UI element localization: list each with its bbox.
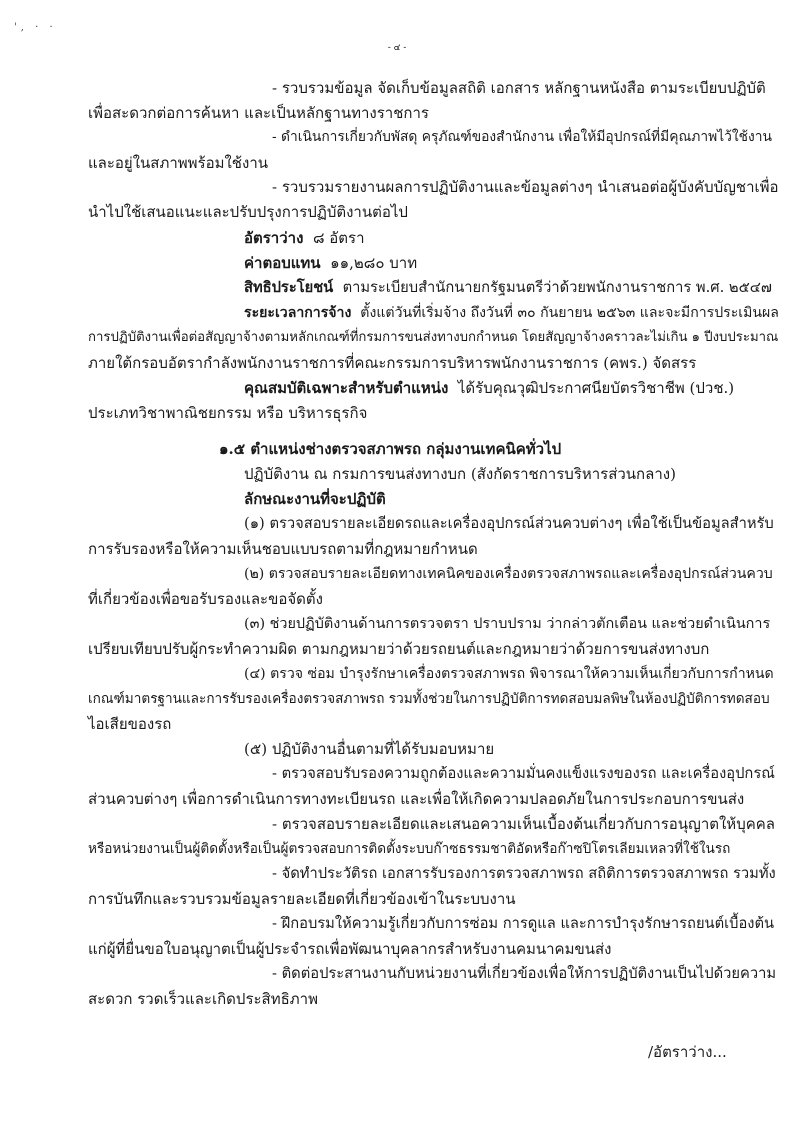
duty-2-line2: ที่เกี่ยวข้องเพื่อขอรับรองและขอจัดตั้ง: [88, 590, 323, 608]
duty-report-line1: - รวบรวมรายงานผลการปฏิบัติงานและข้อมูลต่างๆ นำเสนอต่อผู้บังคับบัญชาเพื่อ: [272, 178, 779, 196]
duty-5-line1: (๕) ปฏิบัติงานอื่นตามที่ได้รับมอบหมาย: [244, 740, 495, 758]
duty-4-line2: เกณฑ์มาตรฐานและการรับรองเครื่องตรวจสภาพรถ รวมทั้งช่วยในการปฏิบัติการทดสอบมลพิษในห้องปฏิบัติการทดสอบ: [88, 691, 770, 707]
vacancy-value: ๘ อัตรา: [312, 229, 365, 247]
duty-4-line3: ไอเสียของรถ: [88, 715, 172, 733]
duty-collect-data-line1: - รวบรวมข้อมูล จัดเก็บข้อมูลสถิติ เอกสาร หลักฐานหนังสือ ตามระเบียบปฏิบัติ: [272, 79, 766, 97]
salary-row: [244, 253, 417, 273]
subduty-4-line2: แก่ผู้ที่ยื่นขอใบอนุญาตเป็นผู้ประจำรถเพื่อพัฒนาบุคลากรสำหรับงานคมนาคมขนส่ง: [88, 940, 612, 958]
subduty-1-line1: - ตรวจสอบรับรองความถูกต้องและความมั่นคงแข็งแรงของรถ และเครื่องอุปกรณ์: [272, 765, 775, 782]
duties-heading: ลักษณะงานที่จะปฏิบัติ: [244, 490, 386, 508]
benefits-row: [244, 278, 772, 298]
subduty-4-line1: - ฝึกอบรมให้ความรู้เกี่ยวกับการซ่อม การดูแล และการบำรุงรักษารถยนต์เบื้องต้น: [272, 915, 775, 932]
qualification-row: [244, 378, 734, 398]
duty-1-line1: (๑) ตรวจสอบรายละเอียดรถและเครื่องอุปกรณ์ส่วนควบต่างๆ เพื่อใช้เป็นข้อมูลสำหรับ: [244, 515, 774, 532]
duty-collect-data-line2: เพื่อสะดวกต่อการค้นหา และเป็นหลักฐานทางราชการ: [88, 104, 429, 122]
vacancy-label: อัตราว่าง: [244, 229, 304, 247]
qualification-label: คุณสมบัติเฉพาะสำหรับตำแหน่ง: [244, 379, 449, 397]
subduty-5-line1: - ติดต่อประสานงานกับหน่วยงานที่เกี่ยวข้องเพื่อให้การปฏิบัติงานเป็นไปด้วยความ: [272, 965, 777, 982]
duty-supplies-line2: และอยู่ในสภาพพร้อมใช้งาน: [88, 154, 268, 172]
salary-label: ค่าตอบแทน: [244, 254, 321, 272]
duty-4-line1: (๔) ตรวจ ซ่อม บำรุงรักษาเครื่องตรวจสภาพรถ พิจารณาให้ความเห็นเกี่ยวกับการกำหนด: [244, 666, 774, 682]
benefits-label: สิทธิประโยชน์: [244, 279, 334, 296]
vacancy-row: [244, 228, 365, 248]
period-line2: การปฏิบัติงานเพื่อต่อสัญญาจ้างตามหลักเกณฑ์ที่กรมการขนส่งทางบกกำหนด โดยสัญญาจ้างคราวละไม่เกิน ๑ ปีงบประมาณ: [88, 330, 779, 345]
qualification-line2: ประเภทวิชาพาณิชยกรรม หรือ บริหารธุรกิจ: [88, 404, 368, 422]
benefits-value: ตามระเบียบสำนักนายกรัฐมนตรีว่าด้วยพนักงานราชการ พ.ศ. ๒๕๔๗: [342, 279, 772, 296]
subduty-2-line1: - ตรวจสอบรายละเอียดและเสนอความเห็นเบื้องต้นเกี่ยวกับการอนุญาตให้บุคคล: [272, 815, 775, 833]
duty-report-line2: นำไปใช้เสนอแนะและปรับปรุงการปฏิบัติงานต่อไป: [88, 203, 408, 221]
duty-2-line1: (๒) ตรวจสอบรายละเอียดทางเทคนิคของเครื่องตรวจสภาพรถและเครื่องอุปกรณ์ส่วนควบ: [244, 566, 773, 582]
subduty-5-line2: สะดวก รวดเร็วและเกิดประสิทธิภาพ: [88, 990, 318, 1008]
section-heading: ๑.๕ ตำแหน่งช่างตรวจสภาพรถ กลุ่มงานเทคนิคทั่วไป: [219, 440, 562, 458]
duty-supplies-line1: - ดำเนินการเกี่ยวกับพัสดุ ครุภัณฑ์ของสำนักงาน เพื่อให้มีอุปกรณ์ที่มีคุณภาพไว้ใช้งาน: [272, 129, 772, 145]
corner-marks: ', · ·: [14, 22, 57, 33]
duty-1-line2: การรับรองหรือให้ความเห็นชอบแบบรถตามที่กฎหมายกำหนด: [88, 540, 478, 558]
footer-continuation: /อัตราว่าง...: [648, 1043, 727, 1061]
workplace: ปฏิบัติงาน ณ กรมการขนส่งทางบก (สังกัดราชการบริหารส่วนกลาง): [244, 465, 676, 483]
period-row: [244, 303, 779, 323]
subduty-1-line2: ส่วนควบต่างๆ เพื่อการดำเนินการทางทะเบียนรถ และเพื่อให้เกิดความปลอดภัยในการประกอบการขนส่ง: [88, 790, 745, 808]
duty-3-line1: (๓) ช่วยปฏิบัติงานด้านการตรวจตรา ปราบปราม ว่ากล่าวตักเตือน และช่วยดำเนินการ: [244, 616, 771, 632]
subduty-3-line2: การบันทึกและรวบรวมข้อมูลรายละเอียดที่เกี่ยวข้องเข้าในระบบงาน: [88, 890, 516, 908]
period-label: ระยะเวลาการจ้าง: [244, 305, 352, 321]
duty-3-line2: เปรียบเทียบปรับผู้กระทำความผิด ตามกฎหมายว่าด้วยรถยนต์และกฎหมายว่าด้วยการขนส่งทางบก: [88, 640, 710, 658]
qualification-value: ได้รับคุณวุฒิประกาศนียบัตรวิชาชีพ (ปวช.): [457, 379, 735, 397]
period-value: ตั้งแต่วันที่เริ่มจ้าง ถึงวันที่ ๓๐ กันยายน ๒๕๖๓ และจะมีการประเมินผล: [360, 305, 779, 321]
subduty-3-line1: - จัดทำประวัติรถ เอกสารรับรองการตรวจสภาพรถ สถิติการตรวจสภาพรถ รวมทั้ง: [272, 865, 776, 882]
salary-value: ๑๑,๒๘๐ บาท: [330, 254, 418, 272]
period-line3: ภายใต้กรอบอัตรากำลังพนักงานราชการที่คณะกรรมการบริหารพนักงานราชการ (คพร.) จัดสรร: [88, 354, 697, 372]
subduty-2-line2: หรือหน่วยงานเป็นผู้ติดตั้งหรือเป็นผู้ตรวจสอบการติดตั้งระบบก๊าซธรรมชาติอัดหรือก๊าซปิโตรเลียมเหลวที่ใช้ในรถ: [88, 841, 731, 857]
page-number: - ๔ -: [387, 43, 407, 53]
